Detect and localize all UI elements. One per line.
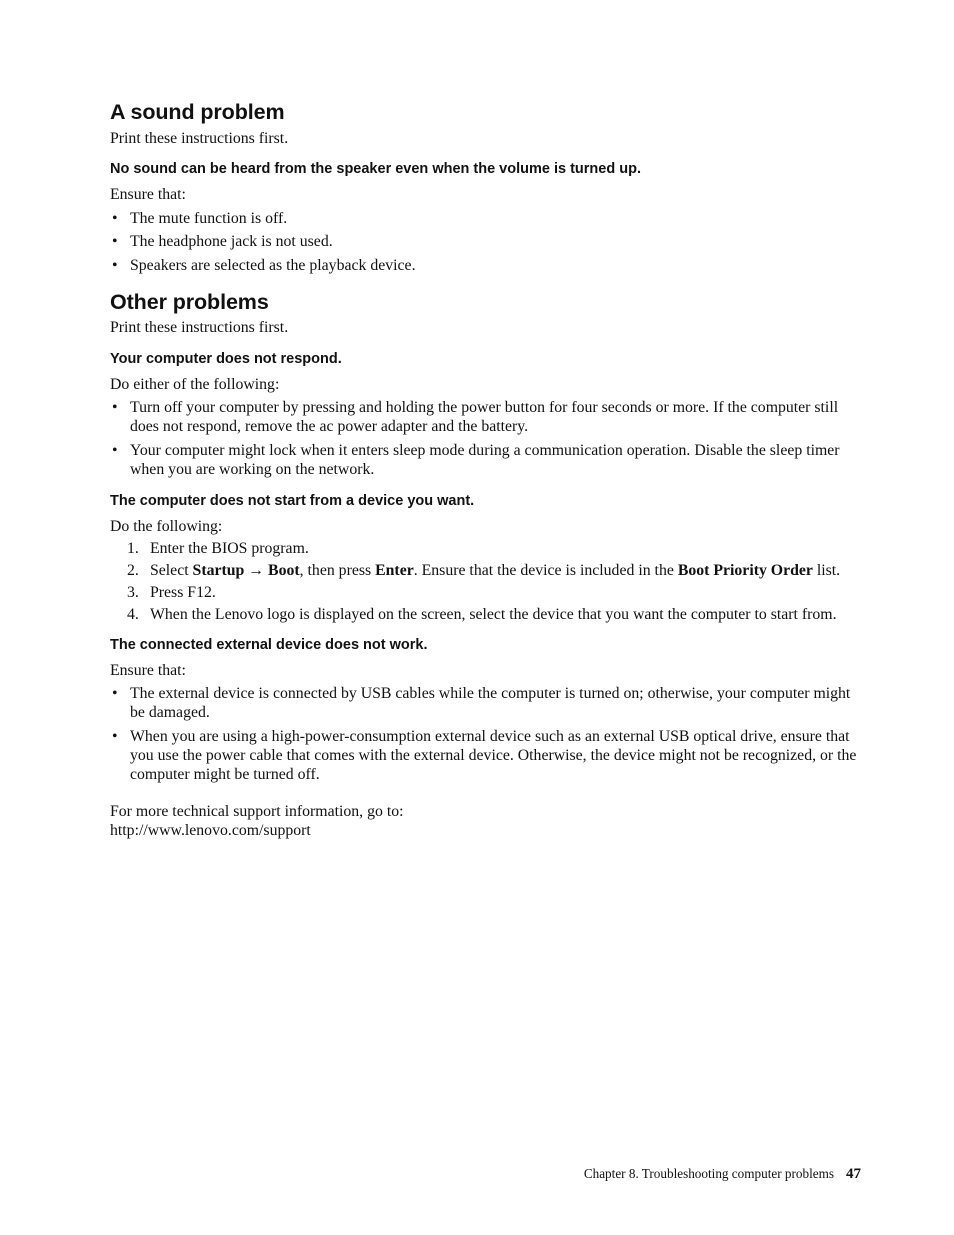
- page-number: 47: [846, 1166, 861, 1182]
- start-steps: [110, 539, 862, 624]
- list-item: • The external device is connected by USB cables while the computer is turned on; otherwise, your computer might be damaged.: [110, 684, 862, 722]
- step-item: 3. Press F12.: [127, 583, 216, 601]
- support-link[interactable]: http://www.lenovo.com/support: [110, 821, 311, 839]
- step-item: 2. Select Startup → Boot, then press Enter. Ensure that the device is included in the Boot Priority Order list.: [127, 561, 841, 579]
- external-subheading: The connected external device does not work.: [110, 636, 428, 653]
- chapter-title: Chapter 8. Troubleshooting computer problems: [583, 1166, 834, 1181]
- support-text: For more technical support information, go to:: [110, 802, 404, 820]
- list-item: • The mute function is off.: [110, 209, 862, 228]
- list-item: • The headphone jack is not used.: [110, 232, 862, 251]
- section-heading-other: Other problems: [110, 289, 269, 314]
- sound-intro: Print these instructions first.: [110, 130, 289, 147]
- list-item: • Your computer might lock when it enters sleep mode during a communication operation. Disable the sleep timer when you are working on the network.: [110, 441, 862, 479]
- step-item: 1. Enter the BIOS program.: [127, 539, 309, 557]
- start-lead: Do the following:: [110, 517, 223, 535]
- external-lead: Ensure that:: [110, 661, 186, 679]
- sound-checklist: [110, 209, 862, 275]
- sound-lead: Ensure that:: [110, 186, 186, 203]
- sound-subheading: No sound can be heard from the speaker even when the volume is turned up.: [110, 161, 641, 177]
- arrow-icon: →: [244, 561, 269, 579]
- list-item: • Turn off your computer by pressing and holding the power button for four seconds or more. If the computer still does not respond, remove the ac power adapter and the battery.: [110, 398, 862, 436]
- respond-list: [110, 398, 862, 479]
- start-subheading: The computer does not start from a device you want.: [110, 492, 475, 509]
- page-footer: [584, 1166, 861, 1183]
- step-item: 4. When the Lenovo logo is displayed on the screen, select the device that you want the computer to start from.: [127, 605, 837, 623]
- list-item: • When you are using a high-power-consumption external device such as an external USB optical drive, ensure that you use the power cable that comes with the external device. Otherwise, the device might not be recognized, or the computer might be turned off.: [110, 727, 862, 784]
- other-intro: Print these instructions first.: [110, 318, 289, 336]
- respond-lead: Do either of the following:: [110, 375, 280, 393]
- page-content: [110, 97, 862, 840]
- respond-subheading: Your computer does not respond.: [110, 350, 342, 367]
- section-heading-sound: A sound problem: [110, 100, 285, 124]
- list-item: • Speakers are selected as the playback device.: [110, 256, 862, 275]
- external-list: [110, 684, 862, 784]
